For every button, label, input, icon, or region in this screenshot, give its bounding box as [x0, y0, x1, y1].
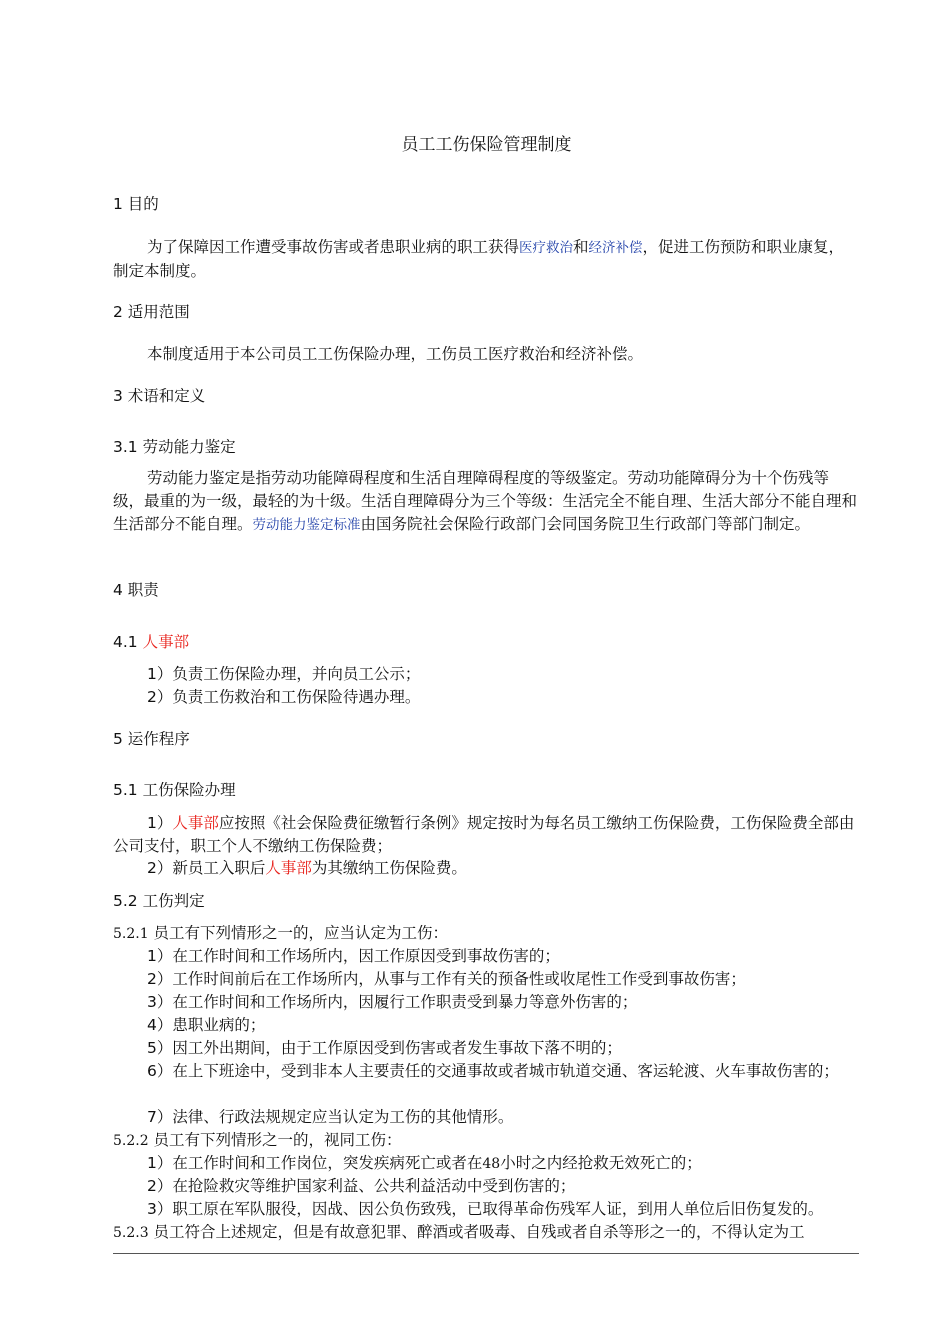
section-5-heading: 5 运作程序 — [113, 730, 190, 748]
list-item: 7）法律、行政法规规定应当认定为工伤的其他情形。 — [147, 1108, 514, 1126]
section-5-1-item-2: 2）新员工入职后人事部为其缴纳工伤保险费。 — [147, 859, 467, 877]
list-item: 2）工作时间前后在工作场所内，从事与工作有关的预备性或收尾性工作受到事故伤害； — [147, 970, 746, 988]
page-bottom-rule — [113, 1253, 859, 1254]
hr-department-label: 人事部 — [142, 633, 190, 651]
list-item: 5）因工外出期间，由于工作原因受到伤害或者发生事故下落不明的； — [147, 1039, 622, 1057]
section-5-2-2-heading: 5.2.2 员工有下列情形之一的，视同工伤： — [113, 1131, 402, 1149]
list-item: 4）患职业病的； — [147, 1016, 266, 1034]
list-item: 6）在上下班途中，受到非本人主要责任的交通事故或者城市轨道交通、客运轮渡、火车事故伤害的； — [147, 1062, 839, 1080]
list-item: 3）在工作时间和工作场所内，因履行工作职责受到暴力等意外伤害的； — [147, 993, 638, 1011]
section-1-paragraph: 为了保障因工作遭受事故伤害或者患职业病的职工获得医疗救治和经济补偿，促进工伤预防和职业康复，制定本制度。 — [113, 238, 845, 280]
medical-treatment-link[interactable]: 医疗救治 — [519, 240, 574, 256]
section-3-1-paragraph: 劳动能力鉴定是指劳动功能障碍程度和生活自理障碍程度的等级鉴定。劳动功能障碍分为十个伤残等级，最重的为一级，最轻的为十级。生活自理障碍分为三个等级：生活完全不能自理、生活大部分不能自理和生活部分不能自理。劳动能力鉴定标准由国务院社会保险行政部门会同国务院卫生行政部门等部门制定。 — [113, 469, 858, 533]
hr-department-label: 人事部 — [172, 814, 219, 832]
list-item: 2）负责工伤救治和工伤保险待遇办理。 — [147, 688, 421, 706]
economic-compensation-link[interactable]: 经济补偿 — [588, 240, 643, 256]
section-4-1-heading: 4.1 人事部 — [113, 633, 190, 651]
section-5-2-heading: 5.2 工伤判定 — [113, 892, 205, 910]
section-4-heading: 4 职责 — [113, 581, 159, 599]
section-5-1-item-1: 1）人事部应按照《社会保险费征缴暂行条例》规定按时为每名员工缴纳工伤保险费，工伤保险费全部由公司支付，职工个人不缴纳工伤保险费； — [113, 814, 855, 855]
section-1-heading: 1 目的 — [113, 195, 159, 213]
document-title: 员工工伤保险管理制度 — [401, 135, 572, 155]
section-3-1-heading: 3.1 劳动能力鉴定 — [113, 438, 236, 456]
section-3-heading: 3 术语和定义 — [113, 387, 206, 405]
list-item: 1）在工作时间和工作岗位，突发疾病死亡或者在48小时之内经抢救无效死亡的； — [147, 1154, 702, 1172]
list-item: 2）在抢险救灾等维护国家利益、公共利益活动中受到伤害的； — [147, 1177, 576, 1195]
list-item: 1）在工作时间和工作场所内，因工作原因受到事故伤害的； — [147, 947, 560, 965]
section-5-2-1-heading: 5.2.1 员工有下列情形之一的，应当认定为工伤： — [113, 924, 449, 942]
list-item: 1）负责工伤保险办理，并向员工公示； — [147, 665, 421, 683]
section-2-paragraph: 本制度适用于本公司员工工伤保险办理，工伤员工医疗救治和经济补偿。 — [147, 345, 644, 363]
assessment-standard-link[interactable]: 劳动能力鉴定标准 — [252, 517, 361, 533]
section-5-1-heading: 5.1 工伤保险办理 — [113, 781, 236, 799]
hr-department-label: 人事部 — [265, 859, 312, 877]
list-item: 3）职工原在军队服役，因战、因公负伤致残，已取得革命伤残军人证，到用人单位后旧伤复发的。 — [147, 1200, 824, 1218]
section-5-2-3-heading: 5.2.3 员工符合上述规定，但是有故意犯罪、醉酒或者吸毒、自残或者自杀等形之一的，不得认定为工 — [113, 1223, 805, 1241]
section-2-heading: 2 适用范围 — [113, 303, 190, 321]
